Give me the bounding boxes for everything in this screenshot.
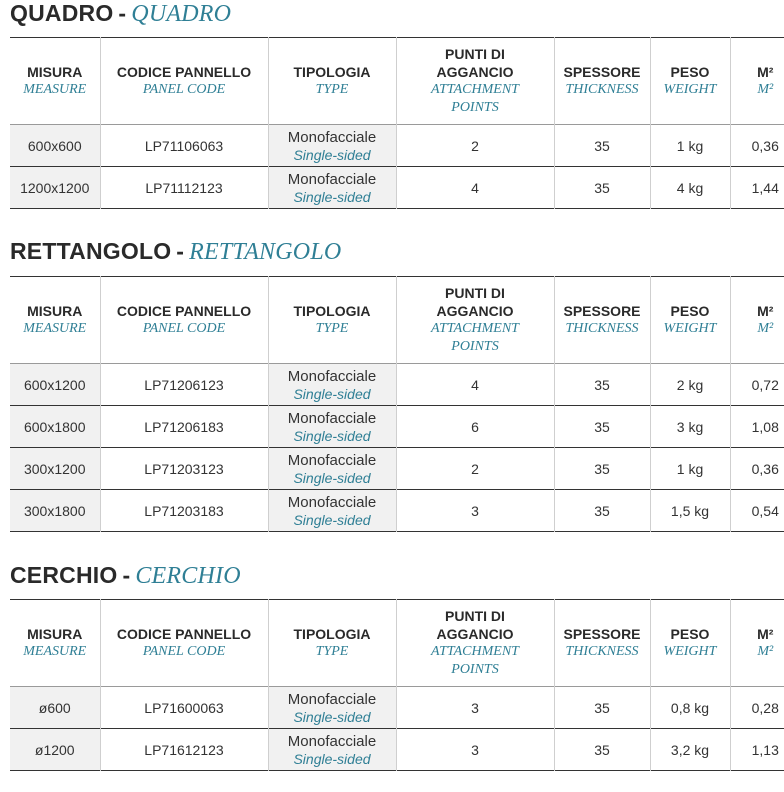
cell-measure: 600x1800	[10, 406, 100, 448]
header-panel-code	[100, 38, 268, 125]
header-sublabel: POINTS	[397, 661, 554, 679]
header-sublabel: PANEL CODE	[101, 320, 268, 338]
cell-attachment-points: 2	[396, 448, 554, 490]
header-row	[10, 600, 784, 687]
header-label: PUNTI DI	[397, 607, 554, 625]
cell-area: 0,36	[730, 448, 784, 490]
cell-attachment-points: 4	[396, 364, 554, 406]
cell-measure: ø600	[10, 687, 100, 729]
cell-weight: 2 kg	[650, 364, 730, 406]
cell-type	[268, 125, 396, 167]
header-sublabel: TYPE	[269, 320, 396, 338]
header-sublabel: POINTS	[397, 99, 554, 117]
cell-weight: 3 kg	[650, 406, 730, 448]
header-attachment-points	[396, 600, 554, 687]
cell-type	[268, 729, 396, 771]
section-title-main: RETTANGOLO	[10, 238, 171, 264]
cell-type	[268, 406, 396, 448]
header-label: PUNTI DI	[397, 284, 554, 302]
cell-area: 0,28	[730, 687, 784, 729]
cell-panel-code: LP71600063	[100, 687, 268, 729]
header-label: AGGANCIO	[397, 302, 554, 320]
cell-panel-code: LP71112123	[100, 167, 268, 209]
cell-thickness: 35	[554, 448, 650, 490]
cell-type	[268, 167, 396, 209]
header-label: SPESSORE	[555, 63, 650, 81]
type-label-en: Single-sided	[269, 147, 396, 164]
cell-thickness: 35	[554, 167, 650, 209]
cell-panel-code: LP71203123	[100, 448, 268, 490]
table-header	[10, 38, 784, 125]
type-label-en: Single-sided	[269, 470, 396, 487]
header-measure	[10, 277, 100, 364]
type-label-en: Single-sided	[269, 512, 396, 529]
header-sublabel: WEIGHT	[651, 320, 730, 338]
cell-measure: 300x1800	[10, 490, 100, 532]
header-sublabel: MEASURE	[10, 81, 100, 99]
header-label: TIPOLOGIA	[269, 63, 396, 81]
cell-thickness: 35	[554, 406, 650, 448]
cell-area: 1,13	[730, 729, 784, 771]
cell-type	[268, 687, 396, 729]
cell-area: 0,36	[730, 125, 784, 167]
type-label-en: Single-sided	[269, 709, 396, 726]
header-label: AGGANCIO	[397, 625, 554, 643]
spec-table	[10, 37, 784, 209]
cell-weight: 3,2 kg	[650, 729, 730, 771]
header-label: CODICE PANNELLO	[101, 302, 268, 320]
table-header	[10, 600, 784, 687]
header-label: SPESSORE	[555, 302, 650, 320]
section-title-subtitle: CERCHIO	[135, 563, 240, 589]
cell-area: 0,72	[730, 364, 784, 406]
spec-table	[10, 599, 784, 771]
type-label: Monofacciale	[269, 732, 396, 751]
cell-measure: 300x1200	[10, 448, 100, 490]
type-label: Monofacciale	[269, 690, 396, 709]
header-weight	[650, 600, 730, 687]
header-row	[10, 38, 784, 125]
header-label: PESO	[651, 302, 730, 320]
header-label: TIPOLOGIA	[269, 625, 396, 643]
cell-area: 1,44	[730, 167, 784, 209]
table-row	[10, 490, 784, 532]
section-title-separator: -	[176, 238, 184, 264]
header-sublabel: TYPE	[269, 81, 396, 99]
header-type	[268, 38, 396, 125]
type-label-en: Single-sided	[269, 428, 396, 445]
header-sublabel: PANEL CODE	[101, 81, 268, 99]
cell-area: 0,54	[730, 490, 784, 532]
header-label: CODICE PANNELLO	[101, 63, 268, 81]
header-measure	[10, 600, 100, 687]
type-label-en: Single-sided	[269, 751, 396, 768]
header-sublabel: M²	[731, 320, 784, 338]
header-sublabel: MEASURE	[10, 320, 100, 338]
cell-panel-code: LP71206123	[100, 364, 268, 406]
header-sublabel: WEIGHT	[651, 81, 730, 99]
header-label: TIPOLOGIA	[269, 302, 396, 320]
header-type	[268, 600, 396, 687]
cell-weight: 4 kg	[650, 167, 730, 209]
header-sublabel: ATTACHMENT	[397, 643, 554, 661]
section-title	[10, 238, 341, 266]
cell-panel-code: LP71612123	[100, 729, 268, 771]
type-label: Monofacciale	[269, 451, 396, 470]
section-title-subtitle: QUADRO	[131, 1, 231, 27]
header-area	[730, 600, 784, 687]
table-body	[10, 364, 784, 532]
cell-attachment-points: 3	[396, 729, 554, 771]
cell-type	[268, 364, 396, 406]
section-title-main: QUADRO	[10, 0, 113, 26]
cell-area: 1,08	[730, 406, 784, 448]
header-attachment-points	[396, 277, 554, 364]
cell-attachment-points: 4	[396, 167, 554, 209]
table-row	[10, 406, 784, 448]
header-attachment-points	[396, 38, 554, 125]
header-thickness	[554, 277, 650, 364]
table-row	[10, 167, 784, 209]
cell-weight: 1,5 kg	[650, 490, 730, 532]
cell-thickness: 35	[554, 687, 650, 729]
type-label: Monofacciale	[269, 409, 396, 428]
section-title	[10, 0, 231, 28]
table-body	[10, 125, 784, 209]
header-sublabel: WEIGHT	[651, 643, 730, 661]
header-weight	[650, 277, 730, 364]
header-weight	[650, 38, 730, 125]
cell-measure: 600x600	[10, 125, 100, 167]
cell-measure: 1200x1200	[10, 167, 100, 209]
section-quadro	[0, 0, 784, 230]
header-label: AGGANCIO	[397, 63, 554, 81]
type-label-en: Single-sided	[269, 386, 396, 403]
type-label: Monofacciale	[269, 170, 396, 189]
cell-weight: 1 kg	[650, 448, 730, 490]
cell-measure: 600x1200	[10, 364, 100, 406]
header-panel-code	[100, 600, 268, 687]
header-sublabel: TYPE	[269, 643, 396, 661]
cell-thickness: 35	[554, 490, 650, 532]
table-header	[10, 277, 784, 364]
cell-weight: 0,8 kg	[650, 687, 730, 729]
header-label: PUNTI DI	[397, 45, 554, 63]
cell-weight: 1 kg	[650, 125, 730, 167]
table-row	[10, 364, 784, 406]
header-label: MISURA	[10, 625, 100, 643]
header-sublabel: M²	[731, 643, 784, 661]
section-title-subtitle: RETTANGOLO	[189, 239, 341, 265]
type-label: Monofacciale	[269, 367, 396, 386]
section-title-main: CERCHIO	[10, 562, 117, 588]
spec-table	[10, 276, 784, 532]
header-thickness	[554, 38, 650, 125]
section-cerchio	[0, 562, 784, 792]
header-label: PESO	[651, 625, 730, 643]
table-row	[10, 448, 784, 490]
header-label: CODICE PANNELLO	[101, 625, 268, 643]
cell-attachment-points: 6	[396, 406, 554, 448]
cell-thickness: 35	[554, 729, 650, 771]
header-sublabel: THICKNESS	[555, 81, 650, 99]
type-label: Monofacciale	[269, 493, 396, 512]
header-label: MISURA	[10, 63, 100, 81]
header-sublabel: ATTACHMENT	[397, 320, 554, 338]
type-label-en: Single-sided	[269, 189, 396, 206]
header-sublabel: ATTACHMENT	[397, 81, 554, 99]
header-sublabel: MEASURE	[10, 643, 100, 661]
header-type	[268, 277, 396, 364]
cell-measure: ø1200	[10, 729, 100, 771]
cell-attachment-points: 2	[396, 125, 554, 167]
header-panel-code	[100, 277, 268, 364]
header-thickness	[554, 600, 650, 687]
header-label: PESO	[651, 63, 730, 81]
section-title	[10, 562, 241, 590]
header-label: M²	[731, 625, 784, 643]
header-sublabel: THICKNESS	[555, 643, 650, 661]
cell-attachment-points: 3	[396, 490, 554, 532]
cell-panel-code: LP71106063	[100, 125, 268, 167]
section-title-separator: -	[122, 562, 130, 588]
table-row	[10, 729, 784, 771]
table-row	[10, 125, 784, 167]
header-sublabel: POINTS	[397, 338, 554, 356]
cell-panel-code: LP71203183	[100, 490, 268, 532]
table-body	[10, 687, 784, 771]
header-area	[730, 38, 784, 125]
header-row	[10, 277, 784, 364]
cell-panel-code: LP71206183	[100, 406, 268, 448]
cell-type	[268, 448, 396, 490]
header-sublabel: THICKNESS	[555, 320, 650, 338]
header-area	[730, 277, 784, 364]
header-label: M²	[731, 63, 784, 81]
section-rettangolo	[0, 238, 784, 468]
header-label: MISURA	[10, 302, 100, 320]
cell-thickness: 35	[554, 125, 650, 167]
header-label: SPESSORE	[555, 625, 650, 643]
header-label: M²	[731, 302, 784, 320]
header-measure	[10, 38, 100, 125]
cell-attachment-points: 3	[396, 687, 554, 729]
header-sublabel: PANEL CODE	[101, 643, 268, 661]
cell-type	[268, 490, 396, 532]
section-title-separator: -	[118, 0, 126, 26]
header-sublabel: M²	[731, 81, 784, 99]
type-label: Monofacciale	[269, 128, 396, 147]
table-row	[10, 687, 784, 729]
cell-thickness: 35	[554, 364, 650, 406]
